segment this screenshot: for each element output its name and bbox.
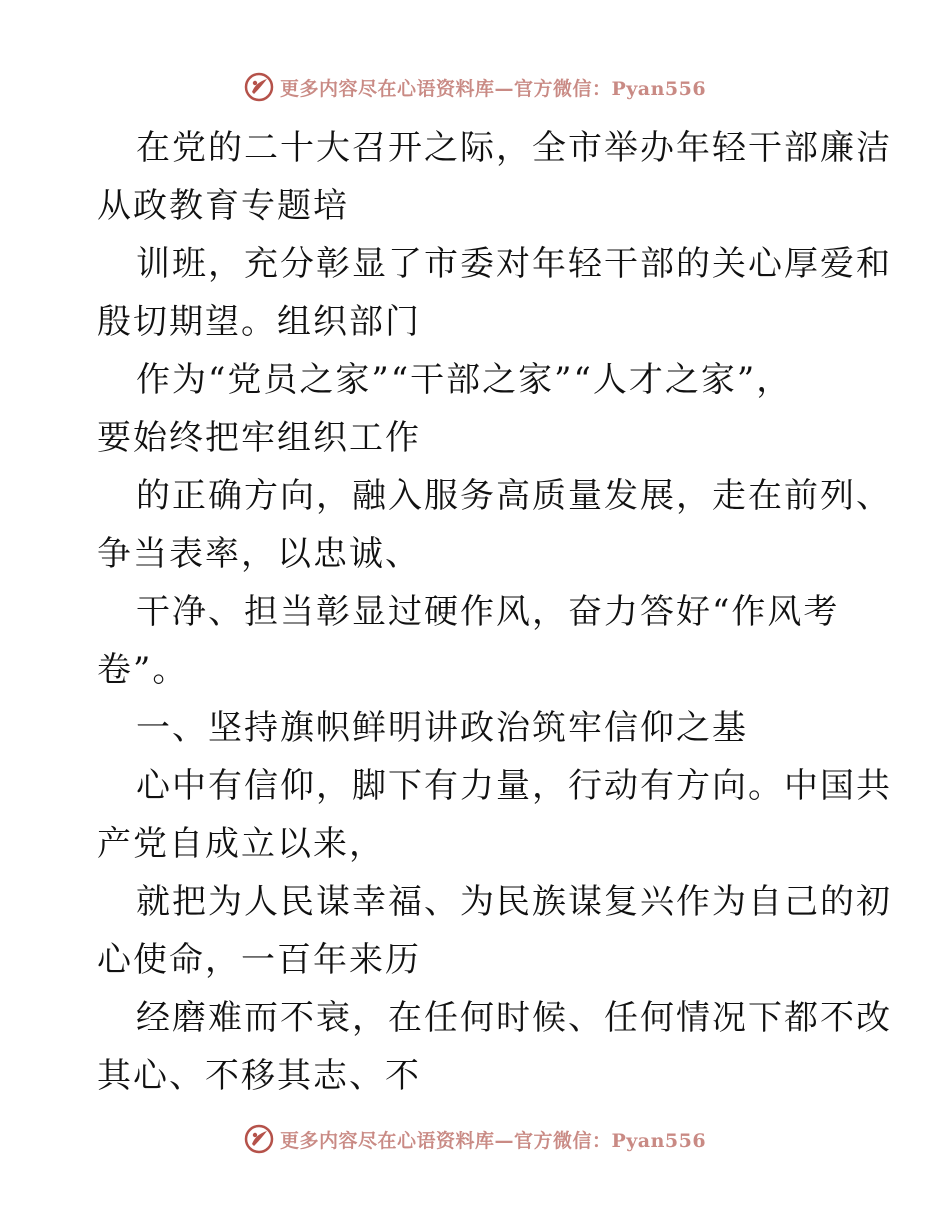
paragraph-line: 从政教育专题培 xyxy=(97,186,349,226)
ink-brush-seal-icon xyxy=(244,72,274,102)
paragraph-line: 就把为人民谋幸福、为民族谋复兴作为自己的初 xyxy=(136,882,892,922)
paragraph-line: 卷”。 xyxy=(97,650,189,690)
paragraph-line: 心使命，一百年来历 xyxy=(97,940,421,980)
watermark-text: 更多内容尽在心语资料库—官方微信：Pyan556 xyxy=(279,77,707,100)
paragraph-line: 殷切期望。组织部门 xyxy=(97,302,421,342)
paragraph-line: 在党的二十大召开之际，全市举办年轻干部廉洁 xyxy=(136,128,892,168)
paragraph-line: 要始终把牢组织工作 xyxy=(97,418,421,458)
paragraph-line: 的正确方向，融入服务高质量发展，走在前列、 xyxy=(136,476,892,516)
paragraph-line: 其心、不移其志、不 xyxy=(97,1056,421,1096)
footer-watermark xyxy=(0,1124,950,1154)
paragraph-line: 争当表率，以忠诚、 xyxy=(97,534,421,574)
paragraph-line: 训班，充分彰显了市委对年轻干部的关心厚爱和 xyxy=(136,244,892,284)
section-heading: 一、坚持旗帜鲜明讲政治筑牢信仰之基 xyxy=(136,708,748,748)
header-watermark xyxy=(0,72,950,102)
paragraph-line: 经磨难而不衰，在任何时候、任何情况下都不改 xyxy=(136,998,892,1038)
paragraph-line: 作为“党员之家”“干部之家”“人才之家”， xyxy=(136,360,793,400)
paragraph-line: 心中有信仰，脚下有力量，行动有方向。中国共 xyxy=(136,766,892,806)
ink-brush-seal-icon xyxy=(244,1124,274,1154)
watermark-text: 更多内容尽在心语资料库—官方微信：Pyan556 xyxy=(279,1129,707,1152)
paragraph-line: 干净、担当彰显过硬作风，奋力答好“作风考 xyxy=(136,592,840,632)
paragraph-line: 产党自成立以来， xyxy=(97,824,385,864)
